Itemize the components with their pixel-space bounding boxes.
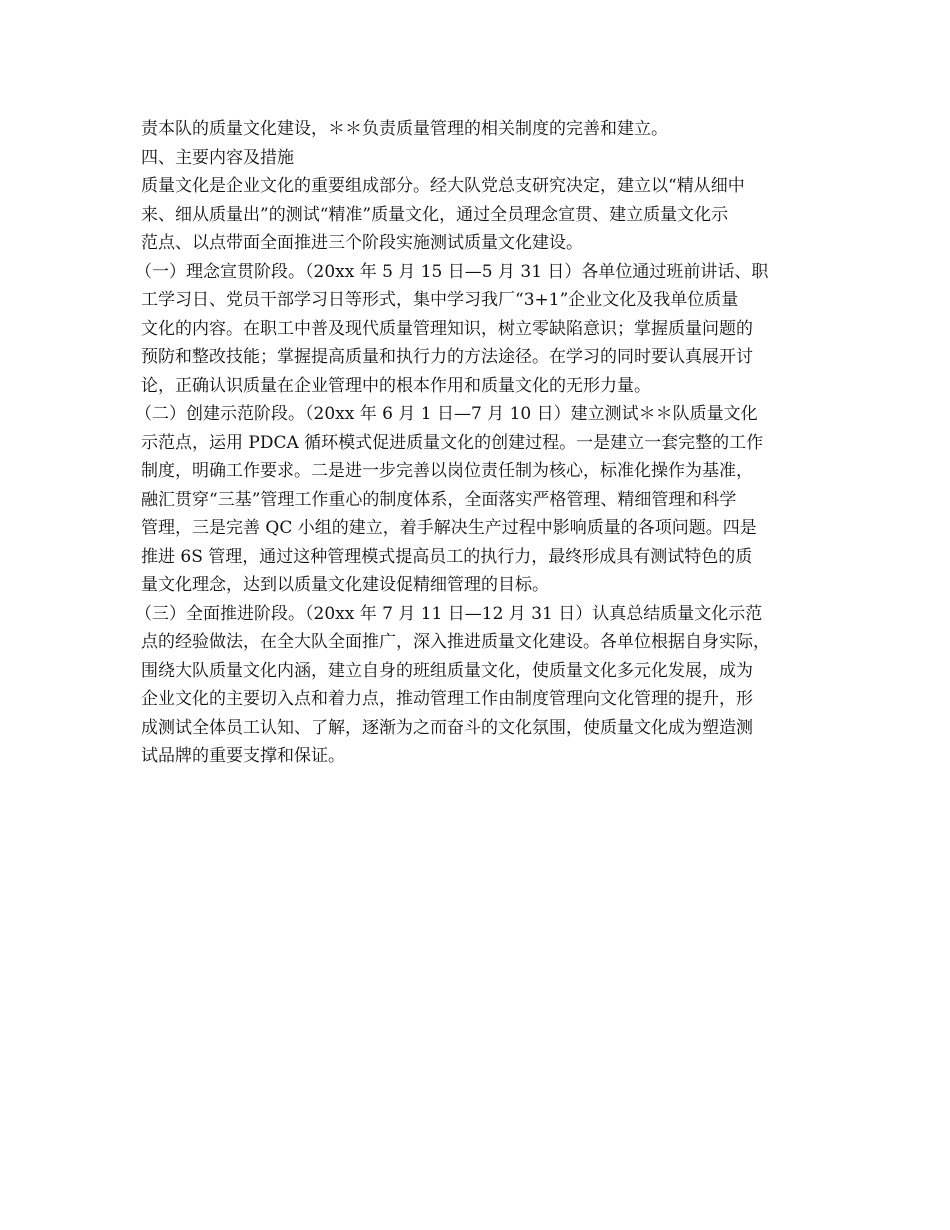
paragraph-line: 管理，三是完善 QC 小组的建立，着手解决生产过程中影响质量的各项问题。四是	[141, 518, 757, 538]
paragraph-line: 推进 6S 管理，通过这种管理模式提高员工的执行力，最终形成具有测试特色的质	[141, 546, 753, 567]
subsection-heading-line: （三）全面推进阶段。（20xx 年 7 月 11 日—12 月 31 日）认真总结质量文化示范	[135, 603, 763, 624]
paragraph-line: 质量文化是企业文化的重要组成部分。经大队党总支研究决定，建立以“精从细中	[141, 176, 745, 196]
subsection-heading-line: （二）创建示范阶段。（20xx 年 6 月 1 日—7 月 10 日）建立测试＊＊队质量文化	[135, 404, 758, 424]
subsection-heading-line: （一）理念宣贯阶段。（20xx 年 5 月 15 日—5 月 31 日）各单位通过班前讲话、职	[135, 261, 769, 282]
paragraph-line: 预防和整改技能；掌握提高质量和执行力的方法途径。在学习的同时要认真展开讨	[141, 347, 753, 367]
paragraph-line: 来、细从质量出”的测试“精准”质量文化，通过全员理念宣贯、建立质量文化示	[141, 204, 729, 225]
paragraph-line: 责本队的质量文化建设，＊＊负责质量管理的相关制度的完善和建立。	[141, 119, 668, 139]
paragraph-line: 范点、以点带面全面推进三个阶段实施测试质量文化建设。	[141, 233, 583, 253]
paragraph-line: 示范点，运用 PDCA 循环模式促进质量文化的创建过程。一是建立一套完整的工作	[141, 432, 764, 453]
paragraph-line: 论，正确认识质量在企业管理中的根本作用和质量文化的无形力量。	[141, 375, 651, 396]
document-body	[135, 115, 813, 771]
paragraph-line: 融汇贯穿“三基”管理工作重心的制度体系，全面落实严格管理、精细管理和科学	[141, 489, 737, 510]
section-heading: 四、主要内容及措施	[141, 147, 294, 168]
paragraph-line: 工学习日、党员干部学习日等形式，集中学习我厂“3+1”企业文化及我单位质量	[141, 290, 739, 310]
paragraph-line: 点的经验做法，在全大队全面推广，深入推进质量文化建设。各单位根据自身实际，	[141, 632, 770, 652]
paragraph-line: 企业文化的主要切入点和着力点，推动管理工作由制度管理向文化管理的提升，形	[141, 689, 753, 709]
paragraph-line: 制度，明确工作要求。二是进一步完善以岗位责任制为核心，标准化操作为基准，	[141, 461, 753, 481]
paragraph-line: 成测试全体员工认知、了解，逐渐为之而奋斗的文化氛围，使质量文化成为塑造测	[141, 717, 753, 738]
paragraph-line: 文化的内容。在职工中普及现代质量管理知识，树立零缺陷意识；掌握质量问题的	[141, 318, 753, 339]
paragraph-line: 量文化理念，达到以质量文化建设促精细管理的目标。	[141, 575, 549, 595]
paragraph-line: 围绕大队质量文化内涵，建立自身的班组质量文化，使质量文化多元化发展，成为	[141, 660, 753, 681]
paragraph-line: 试品牌的重要支撑和保证。	[141, 746, 345, 766]
